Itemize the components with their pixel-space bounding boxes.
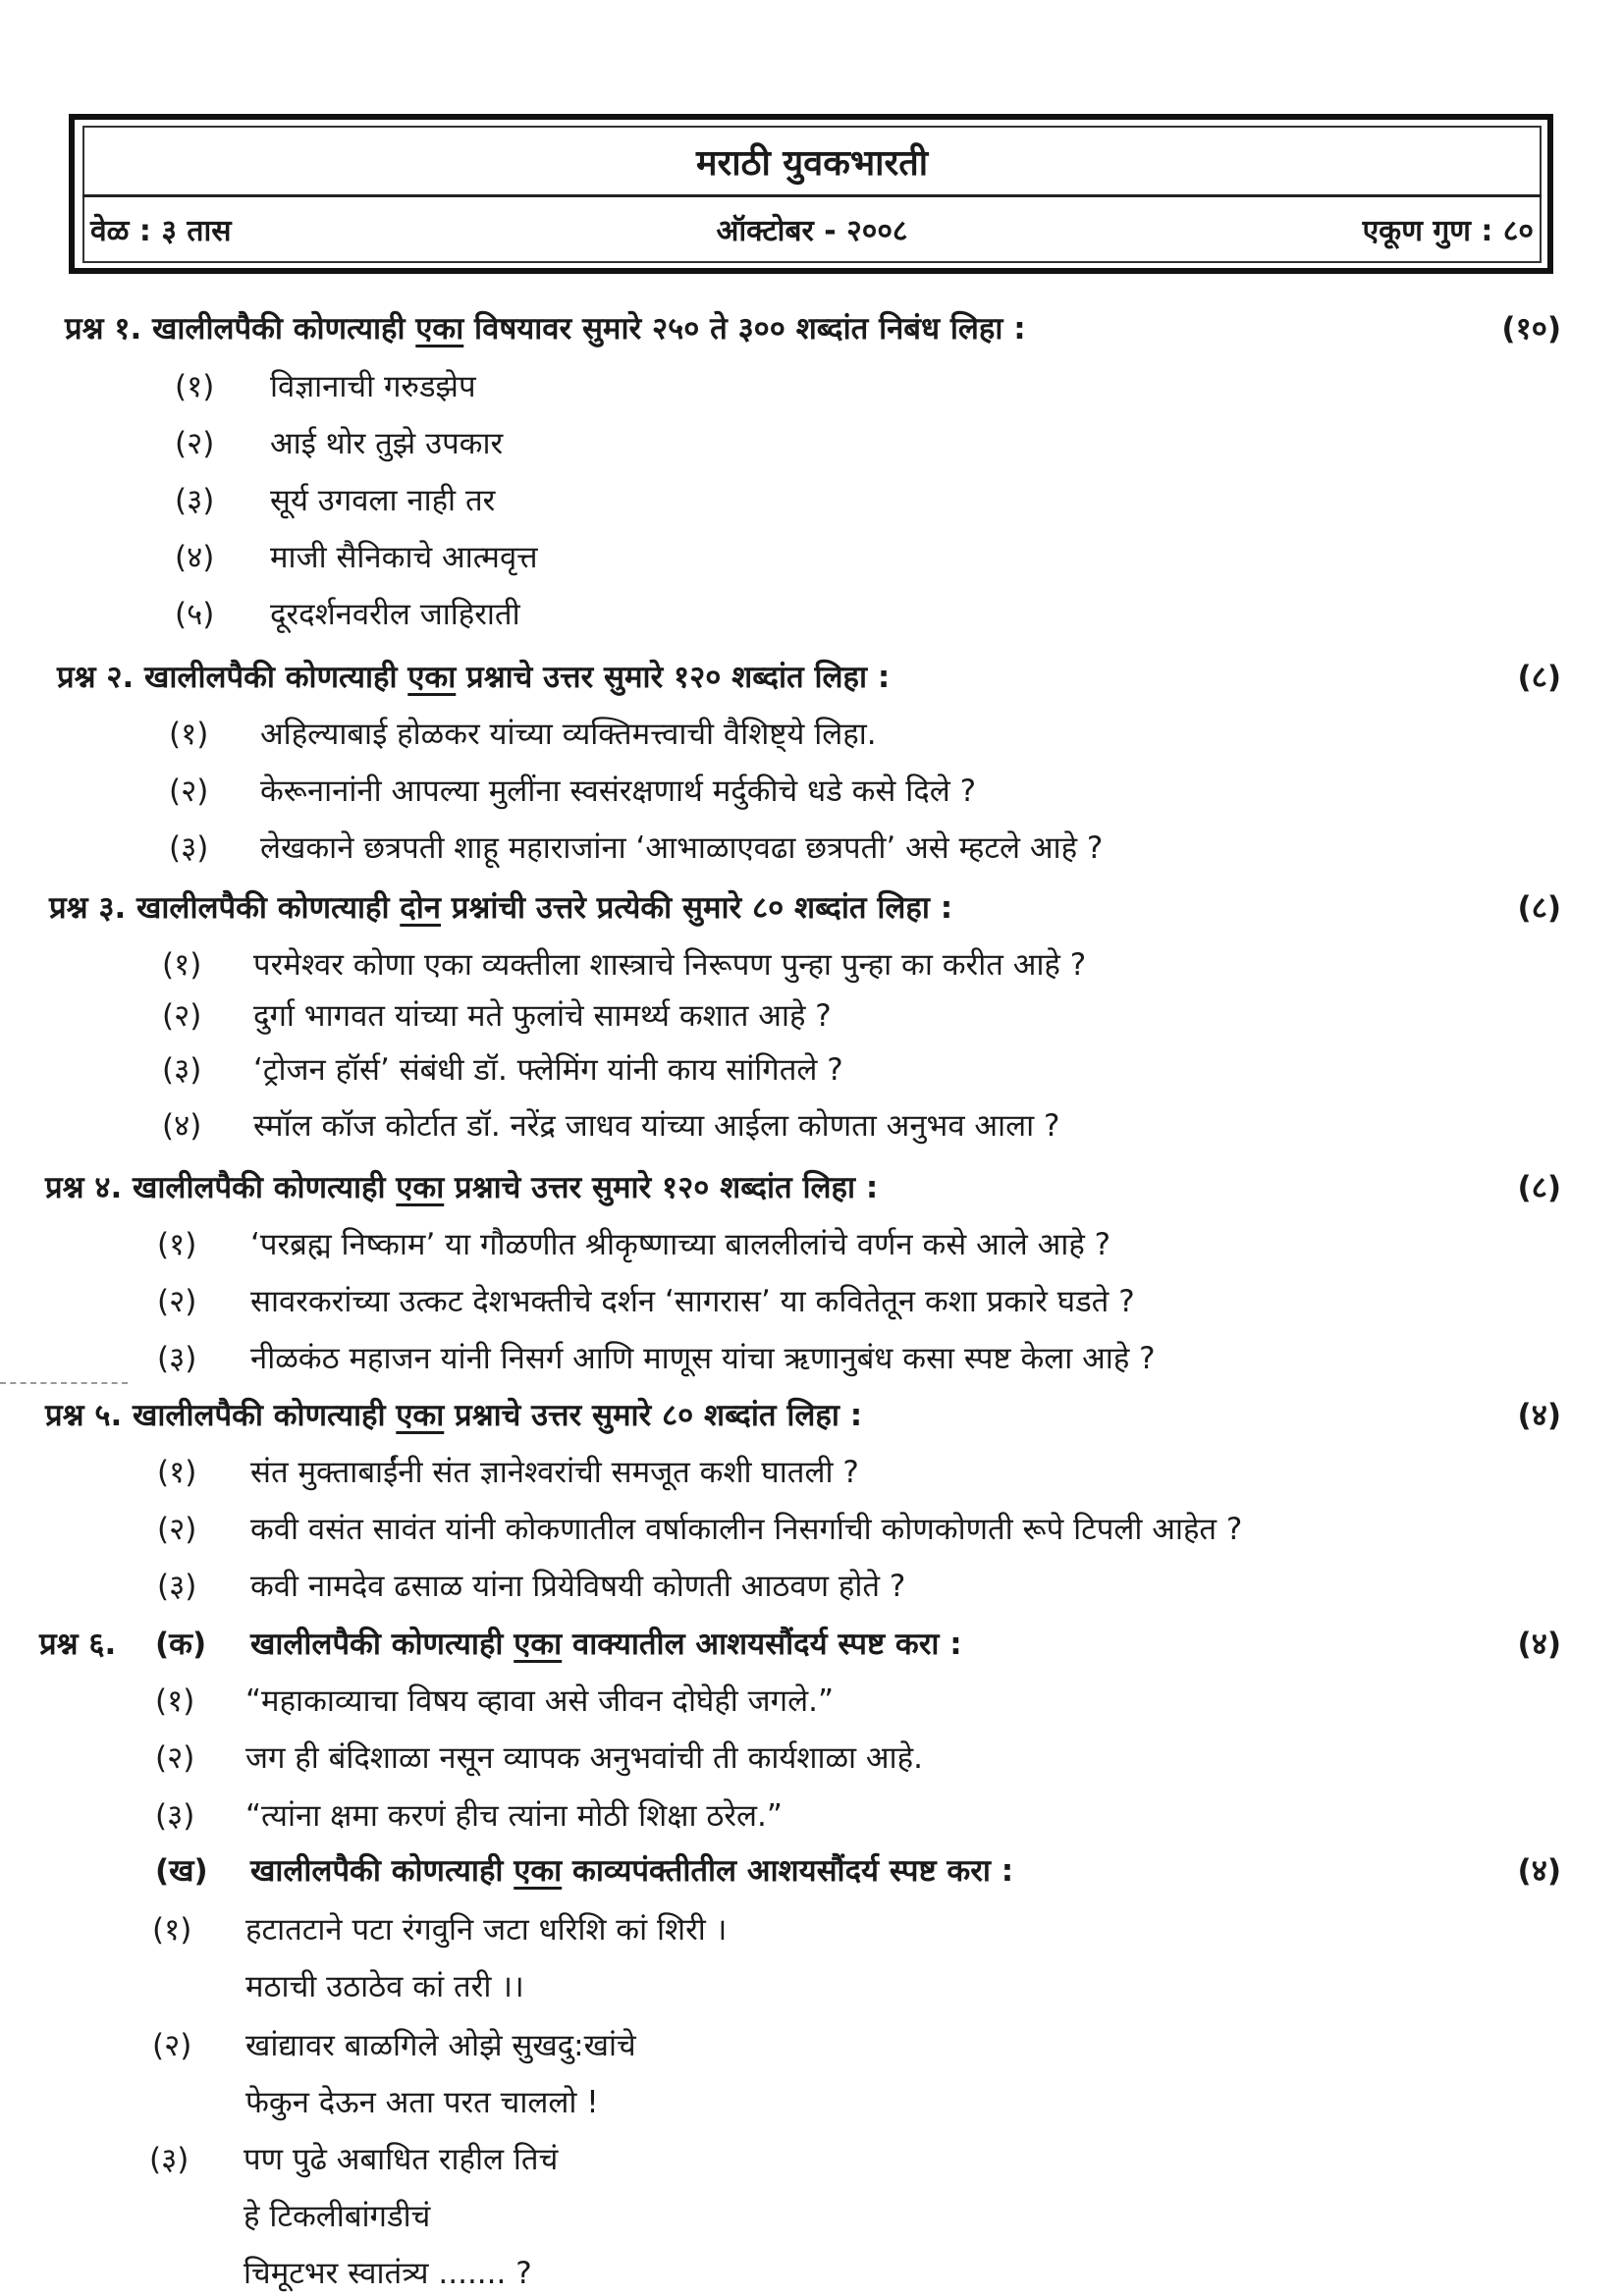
item-number: (२) (162, 998, 202, 1034)
emphasis: एका (514, 1627, 563, 1662)
poem-line: हटातटाने पटा रंगवुनि जटा धरिशि कां शिरी । (245, 1912, 728, 1948)
item-number: (३) (157, 1341, 197, 1376)
option-item: विज्ञानाची गरुडझेप (270, 369, 476, 404)
question-text: प्रश्नाचे उत्तर सुमारे ८० शब्दांत लिहा : (444, 1398, 863, 1433)
question-label: प्रश्न ५. (45, 1398, 123, 1433)
item-number: (२) (175, 426, 215, 461)
item-number: (१) (162, 947, 202, 983)
question-3-heading (49, 888, 952, 928)
question-text: प्रश्नांची उत्तरे प्रत्येकी सुमारे ८० शब्दांत लिहा : (440, 890, 953, 926)
item-number: (३) (162, 1052, 202, 1088)
question-label: प्रश्न १. (65, 311, 142, 347)
option-item: संत मुक्ताबाईंनी संत ज्ञानेश्वरांची समजूत कशी घातली ? (250, 1455, 859, 1490)
option-item: दुर्गा भागवत यांच्या मते फुलांचे सामर्थ्य कशात आहे ? (253, 998, 832, 1034)
poem-line: मठाची उठाठेव कां तरी ।। (245, 1969, 524, 2004)
question-text: वाक्यातील आशयसौंदर्य स्पष्ट करा : (562, 1627, 962, 1662)
option-item: कवी वसंत सावंत यांनी कोकणातील वर्षाकालीन निसर्गाची कोणकोणती रूपे टिपली आहेत ? (250, 1512, 1243, 1547)
item-number: (२) (169, 774, 209, 809)
option-item: परमेश्वर कोणा एका व्यक्तीला शास्त्राचे निरूपण पुन्हा पुन्हा का करीत आहे ? (253, 947, 1087, 983)
question-1-heading (65, 309, 1026, 348)
question-6a-label: (क) (155, 1627, 207, 1662)
question-text: खालीलपैकी कोणत्याही (144, 660, 408, 695)
question-6b-label: (ख) (155, 1853, 208, 1889)
poem-line: हे टिकलीबांगडीचं (244, 2199, 431, 2234)
question-6a-marks: (४) (1517, 1627, 1561, 1662)
option-item: “त्यांना क्षमा करणं हीच त्यांना मोठी शिक्षा ठरेल.” (245, 1798, 783, 1834)
question-text: काव्यपंक्तीतील आशयसौंदर्य स्पष्ट करा : (562, 1853, 1014, 1889)
option-item: केरूनानांनी आपल्या मुलींना स्वसंरक्षणार्थ मर्दुकीचे धडे कसे दिले ? (260, 774, 977, 809)
item-number: (१) (157, 1227, 197, 1262)
question-text: खालीलपैकी कोणत्याही (136, 890, 401, 926)
question-text: खालीलपैकी कोणत्याही (250, 1853, 514, 1889)
question-3-marks: (८) (1517, 890, 1561, 926)
option-item: ‘ट्रोजन हॉर्स’ संबंधी डॉ. फ्लेमिंग यांनी काय सांगितले ? (253, 1052, 843, 1088)
paper-title: मराठी युवकभारती (695, 143, 929, 184)
item-number: (४) (175, 540, 215, 575)
option-item: आई थोर तुझे उपकार (270, 426, 504, 461)
question-4-heading (45, 1168, 878, 1207)
question-4-marks: (८) (1517, 1170, 1561, 1205)
item-number: (१) (155, 1683, 195, 1719)
exam-date: ऑक्टोबर - २००८ (716, 214, 908, 248)
question-5-heading (45, 1396, 862, 1435)
question-5-marks: (४) (1517, 1398, 1561, 1433)
question-6-label: प्रश्न ६. (39, 1627, 117, 1662)
scan-artifact-line (0, 1382, 128, 1384)
poem-line: खांद्यावर बाळगिले ओझे सुखदु:खांचे (245, 2028, 636, 2063)
item-number: (३) (149, 2142, 189, 2177)
option-item: स्मॉल कॉज कोर्टात डॉ. नरेंद्र जाधव यांच्या आईला कोणता अनुभव आला ? (253, 1108, 1060, 1144)
poem-line: फेकुन देऊन अता परत चाललो ! (245, 2085, 599, 2120)
option-item: नीळकंठ महाजन यांनी निसर्ग आणि माणूस यांचा ऋणानुबंध कसा स्पष्ट केला आहे ? (250, 1341, 1156, 1376)
question-1-marks: (१०) (1501, 311, 1561, 347)
item-number: (१) (157, 1455, 197, 1490)
question-text: प्रश्नाचे उत्तर सुमारे १२० शब्दांत लिहा : (456, 660, 891, 695)
item-number: (२) (157, 1512, 197, 1547)
question-label: प्रश्न २. (57, 660, 135, 695)
item-number: (१) (152, 1912, 192, 1948)
item-number: (२) (157, 1284, 197, 1319)
question-label: प्रश्न ३. (49, 890, 127, 926)
exam-duration: वेळ : ३ तास (90, 214, 232, 248)
option-item: जग ही बंदिशाळा नसून व्यापक अनुभवांची ती कार्यशाळा आहे. (245, 1740, 923, 1776)
question-text: खालीलपैकी कोणत्याही (133, 1398, 397, 1433)
question-text: खालीलपैकी कोणत्याही (250, 1627, 514, 1662)
item-number: (३) (155, 1798, 195, 1834)
item-number: (४) (162, 1108, 202, 1144)
header-divider (82, 194, 1542, 197)
emphasis: एका (396, 1170, 445, 1205)
poem-line: पण पुढे अबाधित राहील तिचं (244, 2142, 559, 2177)
option-item: “महाकाव्याचा विषय व्हावा असे जीवन दोघेही जगले.” (245, 1683, 835, 1719)
poem-line: चिमूटभर स्वातंत्र्य ....... ? (244, 2256, 532, 2291)
option-item: अहिल्याबाई होळकर यांच्या व्यक्तिमत्त्वाची वैशिष्ट्ये लिहा. (260, 717, 877, 752)
question-text: खालीलपैकी कोणत्याही (133, 1170, 397, 1205)
emphasis: एका (415, 311, 464, 347)
question-text: विषयावर सुमारे २५० ते ३०० शब्दांत निबंध लिहा : (463, 311, 1026, 347)
option-item: लेखकाने छत्रपती शाहू महाराजांना ‘आभाळाएवढा छत्रपती’ असे म्हटले आहे ? (260, 830, 1104, 866)
item-number: (१) (169, 717, 209, 752)
option-item: दूरदर्शनवरील जाहिराती (270, 597, 520, 632)
emphasis: दोन (400, 890, 441, 926)
option-item: माजी सैनिकाचे आत्मवृत्त (270, 540, 538, 575)
item-number: (२) (152, 2028, 192, 2063)
question-6b-marks: (४) (1517, 1853, 1561, 1889)
option-item: ‘परब्रह्म निष्काम’ या गौळणीत श्रीकृष्णाच्या बाललीलांचे वर्णन कसे आले आहे ? (250, 1227, 1111, 1262)
item-number: (३) (157, 1569, 197, 1604)
item-number: (२) (155, 1740, 195, 1776)
emphasis: एका (407, 660, 457, 695)
emphasis: एका (514, 1853, 563, 1889)
question-2-heading (57, 658, 890, 697)
question-text: प्रश्नाचे उत्तर सुमारे १२० शब्दांत लिहा : (444, 1170, 879, 1205)
item-number: (५) (175, 597, 215, 632)
option-item: सूर्य उगवला नाही तर (270, 483, 496, 518)
question-label: प्रश्न ४. (45, 1170, 123, 1205)
total-marks: एकूण गुण : ८० (1362, 214, 1534, 248)
question-6a-heading (250, 1625, 962, 1664)
option-item: सावरकरांच्या उत्कट देशभक्तीचे दर्शन ‘सागरास’ या कवितेतून कशा प्रकारे घडते ? (250, 1284, 1135, 1319)
item-number: (३) (169, 830, 209, 866)
item-number: (३) (175, 483, 215, 518)
option-item: कवी नामदेव ढसाळ यांना प्रियेविषयी कोणती आठवण होते ? (250, 1569, 906, 1604)
emphasis: एका (396, 1398, 445, 1433)
question-6b-heading (250, 1851, 1013, 1891)
question-text: खालीलपैकी कोणत्याही (152, 311, 416, 347)
question-2-marks: (८) (1517, 660, 1561, 695)
item-number: (१) (175, 369, 215, 404)
